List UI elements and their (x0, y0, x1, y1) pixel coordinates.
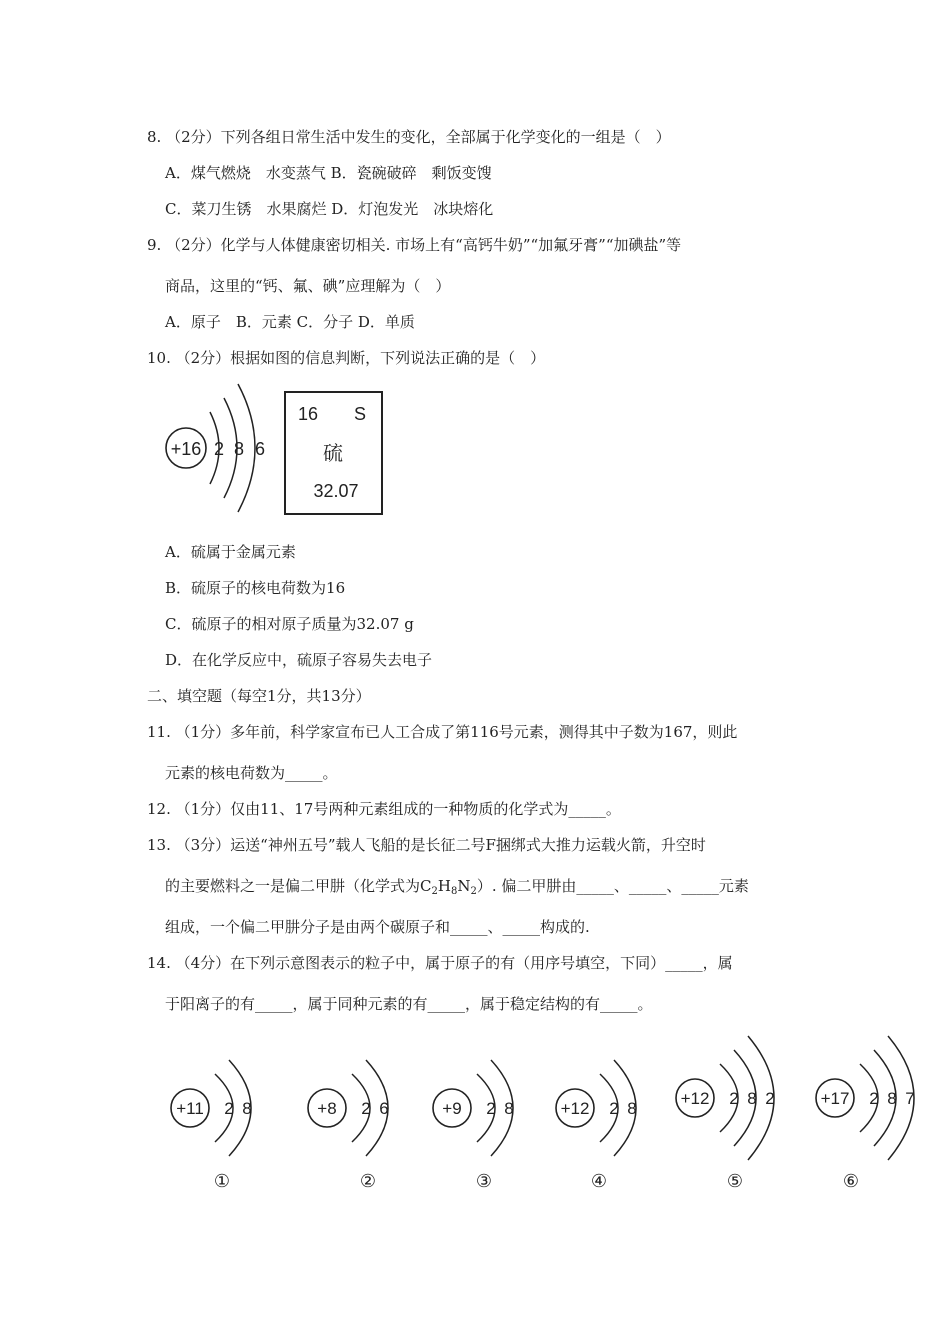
particle-label: ④ (590, 1171, 608, 1191)
shell-electron-count: 8 (747, 1089, 757, 1108)
shell-electron-count: 2 (869, 1089, 879, 1108)
particle-label: ⑤ (726, 1171, 744, 1191)
q12-line-1: 12. （1分）仅由11、17号两种元素组成的一种物质的化学式为_____。 (147, 800, 621, 818)
shell-electron-count: 8 (504, 1099, 514, 1118)
element-card-symbol: S (353, 404, 367, 424)
sulfur-shell-electrons-3: 6 (254, 439, 266, 459)
q9-stem-line-2: 商品，这里的“钙、氟、碘”应理解为（ ） (165, 277, 451, 295)
q10-option-b: B．硫原子的核电荷数为16 (165, 579, 346, 597)
q14-line-2: 于阳离子的有_____，属于同种元素的有_____，属于稳定结构的有_____。 (165, 995, 653, 1013)
shell-electron-count: 8 (242, 1099, 252, 1118)
shell-electron-count: 7 (905, 1089, 915, 1108)
sulfur-shell-electrons-1: 2 (213, 439, 225, 459)
nucleus-charge: +8 (317, 1099, 337, 1118)
nucleus-charge: +12 (680, 1089, 710, 1108)
element-card-atomic-number: 16 (297, 404, 319, 424)
q8-stem: 8. （2分）下列各组日常生活中发生的变化，全部属于化学变化的一组是（ ） (147, 128, 671, 146)
section-heading: 二、填空题（每空1分，共13分） (147, 687, 371, 705)
q13-line-3: 组成，一个偏二甲肼分子是由两个碳原子和_____、_____构成的. (165, 918, 590, 936)
q14-line-1: 14. （4分）在下列示意图表示的粒子中，属于原子的有（用序号填空，下同）_____，属 (147, 954, 733, 972)
q8-options-row-1: A．煤气燃烧 水变蒸气 B．瓷碗破碎 剩饭变馊 (165, 164, 492, 182)
nucleus-charge: +11 (176, 1099, 204, 1118)
q11-line-1: 11. （1分）多年前，科学家宣布已人工合成了第116号元素，测得其中子数为167，则此 (147, 723, 738, 741)
shell-electron-count: 8 (627, 1099, 637, 1118)
shell-electron-count: 2 (729, 1089, 739, 1108)
shell-electron-count: 8 (887, 1089, 897, 1108)
q10-option-a: A．硫属于金属元素 (165, 543, 296, 561)
shell-electron-count: 2 (361, 1099, 371, 1118)
q10-option-c: C．硫原子的相对原子质量为32.07 g (165, 615, 414, 633)
shell-electron-count: 2 (224, 1099, 234, 1118)
particle-label: ① (213, 1171, 231, 1191)
shell-electron-count: 2 (609, 1099, 619, 1118)
sulfur-nucleus-charge: +16 (170, 439, 202, 459)
q11-line-2: 元素的核电荷数为_____。 (165, 764, 338, 782)
q10-option-d: D．在化学反应中，硫原子容易失去电子 (165, 651, 433, 669)
q13-line-2: 的主要燃料之一是偏二甲肼（化学式为$C_2H_8N_2$）. 偏二甲肼由_____、_____、_____元素 (165, 877, 749, 897)
nucleus-charge: +12 (560, 1099, 590, 1118)
q9-stem-line-1: 9. （2分）化学与人体健康密切相关. 市场上有“高钙牛奶”“加氟牙膏”“加碘盐”等 (147, 236, 682, 254)
nucleus-charge: +17 (820, 1089, 850, 1108)
nucleus-charge: +9 (442, 1099, 462, 1118)
sulfur-figure (160, 378, 400, 520)
shell-electron-count: 6 (379, 1099, 389, 1118)
particle-label: ⑥ (842, 1171, 860, 1191)
element-card-mass: 32.07 (313, 481, 359, 501)
shell-electron-count: 2 (765, 1089, 775, 1108)
particle-label: ② (359, 1171, 377, 1191)
sulfur-shell-electrons-2: 8 (233, 439, 245, 459)
particle-label: ③ (475, 1171, 493, 1191)
q9-options: A．原子 B．元素 C．分子 D．单质 (165, 313, 415, 331)
q10-stem: 10. （2分）根据如图的信息判断，下列说法正确的是（ ） (147, 349, 546, 367)
element-card-name: 硫 (323, 443, 343, 465)
shell-electron-count: 2 (486, 1099, 496, 1118)
q13-line-1: 13. （3分）运送“神州五号”载人飞船的是长征二号F捆绑式大推力运载火箭，升空时 (147, 836, 706, 854)
q8-options-row-2: C．菜刀生锈 水果腐烂 D．灯泡发光 冰块熔化 (165, 200, 494, 218)
particle-diagrams (155, 1020, 935, 1200)
